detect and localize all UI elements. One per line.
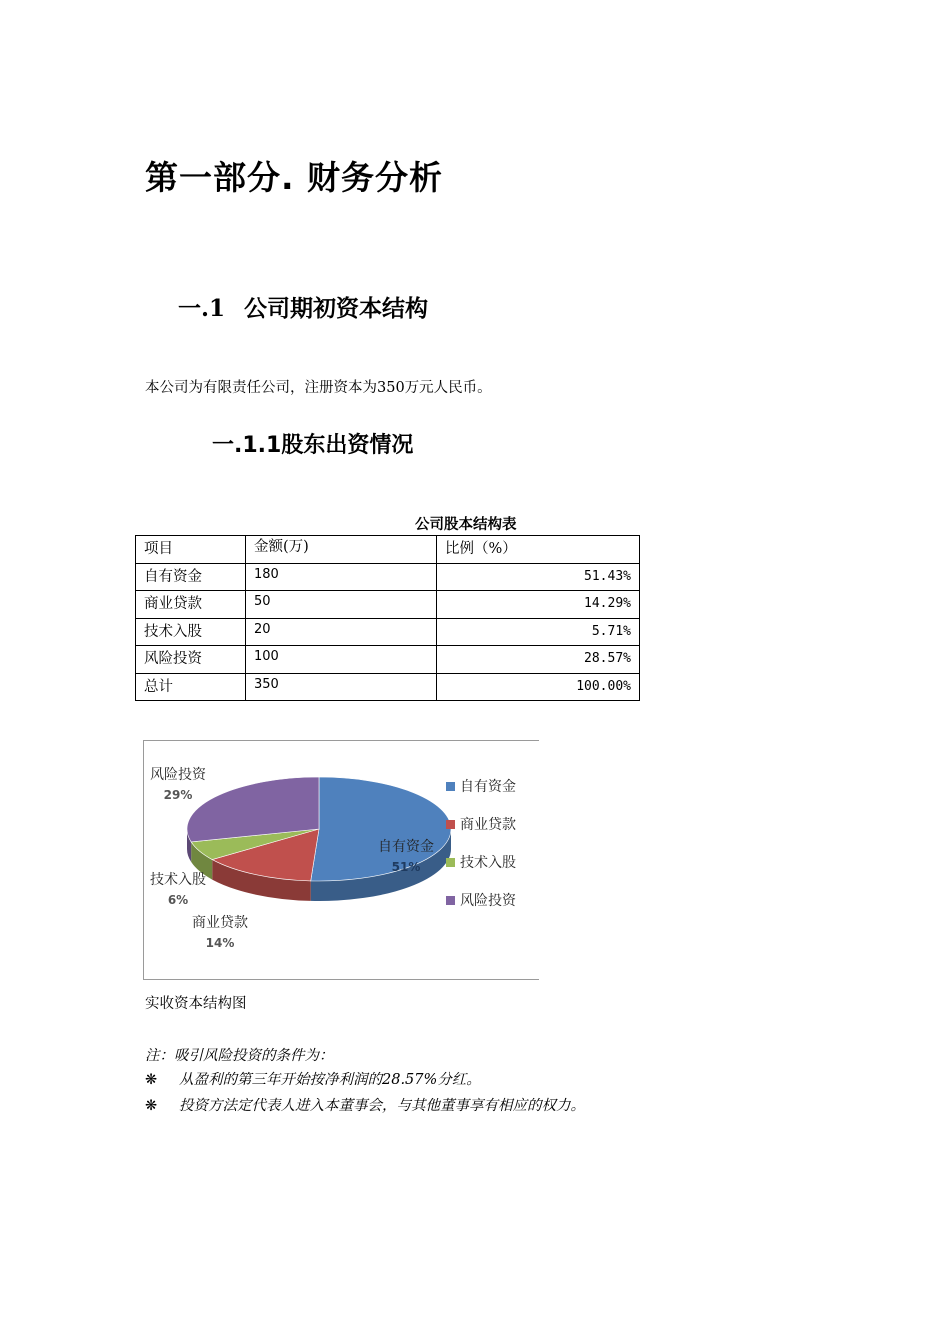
legend-label: 商业贷款: [460, 817, 516, 833]
equity-table: [135, 535, 640, 701]
row-amount: 350: [246, 673, 437, 701]
row-amount: 100: [246, 646, 437, 674]
slice-percent: 51%: [391, 860, 421, 874]
bullet-icon: ❋: [145, 1098, 158, 1114]
table-header-row: [136, 536, 640, 564]
note-item-text: 从盈利的第三年开始按净利润的28.57%分红。: [179, 1072, 481, 1088]
slice-percent: 29%: [163, 788, 193, 802]
row-amount: 50: [246, 591, 437, 619]
chart-caption: 实收资本结构图: [145, 996, 247, 1012]
table-row: [136, 563, 640, 591]
table-row: [136, 591, 640, 619]
table-caption: 公司股本结构表: [415, 517, 517, 533]
slice-percent: 6%: [167, 893, 189, 907]
section-title: 第一部分. 财务分析: [145, 158, 444, 197]
row-item: 商业贷款: [136, 591, 246, 619]
legend-swatch: [446, 782, 455, 791]
row-amount: 20: [246, 618, 437, 646]
row-ratio: 28.57%: [437, 646, 640, 674]
sub-subsection-title: 一.1.1股东出资情况: [212, 433, 414, 458]
row-item: 总计: [136, 673, 246, 701]
subsection-title: [178, 290, 428, 323]
row-ratio: 100.00%: [437, 673, 640, 701]
header-amount: 金额(万): [246, 536, 437, 564]
slice-label: 风险投资: [150, 767, 206, 783]
row-ratio: 14.29%: [437, 591, 640, 619]
row-item: 风险投资: [136, 646, 246, 674]
slice-percent: 14%: [205, 936, 235, 950]
legend-label: 风险投资: [460, 893, 516, 909]
pie-chart: [143, 740, 539, 980]
row-item: 自有资金: [136, 563, 246, 591]
legend-label: 技术入股: [460, 855, 516, 871]
row-ratio: 5.71%: [437, 618, 640, 646]
legend-swatch: [446, 858, 455, 867]
table-row: [136, 646, 640, 674]
subsection-text: 公司期初资本结构: [244, 295, 428, 322]
note-item-text: 投资方法定代表人进入本董事会，与其他董事享有相应的权力。: [179, 1098, 585, 1114]
legend-swatch: [446, 896, 455, 905]
note-item: [145, 1068, 481, 1089]
slice-label: 自有资金: [378, 839, 434, 855]
slice-label: 商业贷款: [192, 915, 248, 931]
slice-label: 技术入股: [150, 872, 206, 888]
row-ratio: 51.43%: [437, 563, 640, 591]
legend-label: 自有资金: [460, 779, 516, 795]
subsection-number: 一.1: [178, 295, 226, 322]
header-ratio: 比例（%）: [437, 536, 640, 564]
intro-paragraph: 本公司为有限责任公司，注册资本为350万元人民币。: [145, 380, 492, 396]
table-total-row: [136, 673, 640, 701]
note-title: 注：吸引风险投资的条件为：: [145, 1048, 334, 1064]
header-item: 项目: [136, 536, 246, 564]
bullet-icon: ❋: [145, 1072, 158, 1088]
pie-chart-svg: [144, 741, 539, 979]
legend-swatch: [446, 820, 455, 829]
table-row: [136, 618, 640, 646]
note-item: [145, 1094, 585, 1115]
row-item: 技术入股: [136, 618, 246, 646]
row-amount: 180: [246, 563, 437, 591]
